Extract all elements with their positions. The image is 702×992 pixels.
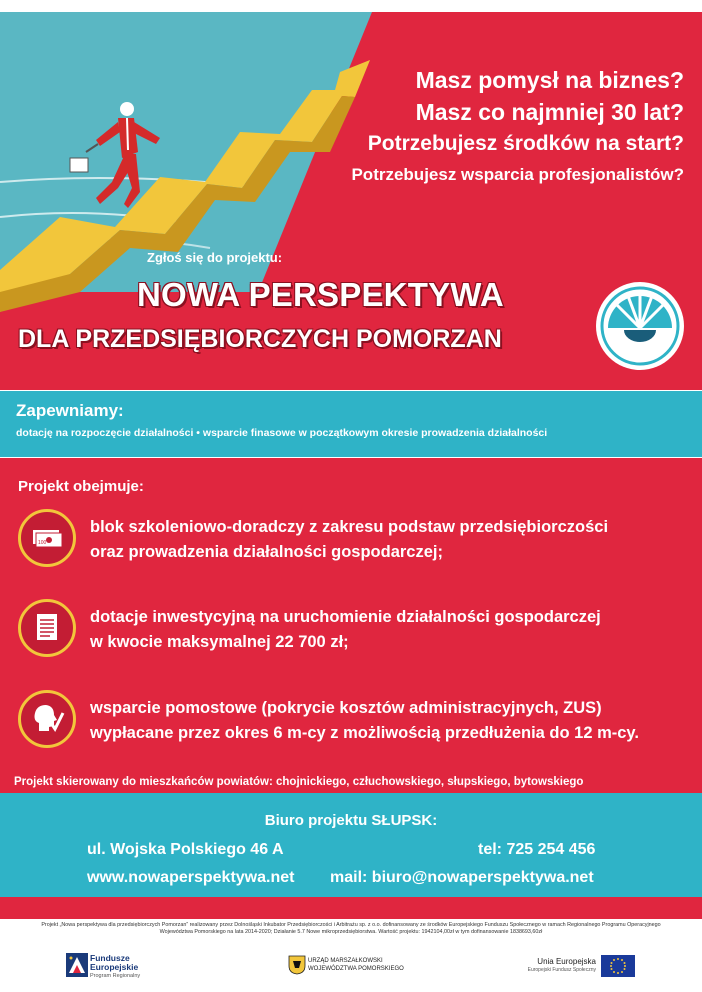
office-band: [0, 793, 702, 897]
fe-line-3: Program Regionalny: [90, 973, 141, 979]
item-line-2: oraz prowadzenia działalności gospodarczej;: [90, 543, 443, 561]
office-heading: Biuro projektu SŁUPSK:: [264, 812, 438, 829]
office-phone[interactable]: tel: 725 254 456: [478, 841, 596, 858]
guarantee-line: dotację na rozpoczęcie działalności • wsparcie finasowe w początkowym okresie prowadzenia działalności: [16, 427, 548, 439]
office-email[interactable]: mail: biuro@nowaperspektywa.net: [330, 869, 594, 886]
question-funds: Potrzebujesz środków na start?: [367, 132, 684, 155]
pomorskie-coat-of-arms-icon: [288, 955, 306, 975]
hero-questions: [351, 64, 684, 190]
includes-section: [0, 458, 702, 794]
item-line-1: blok szkoleniowo-doradczy z zakresu podstaw przedsiębiorczości: [90, 518, 609, 536]
head-check-icon: [18, 690, 76, 748]
ue-line-2: Europejski Fundusz Społeczny: [527, 967, 596, 973]
project-title: NOWA PERSPEKTYWA: [137, 276, 504, 313]
document-icon: [18, 599, 76, 657]
fineprint: Projekt „Nowa perspektywa dla przedsiębiorczych Pomorzan” realizowany przez Dolnośląski Inkubator Przedsiębiorczości i Arbitrażu sp. z o.o. dofinansowany ze środków Europejskiego Funduszu Społecznego w ramach Regionalnego Programu Operacyjnego Województwa Pomorskiego na lata 2014-2020; Działanie 5.7 Nowe mikroprzedsiębiorstwa. Wartość projektu: 1942104,00zł w tym dofinansowanie 1838693,60zł: [41, 922, 661, 935]
guarantee-band: [0, 391, 702, 457]
svg-text:100: 100: [38, 540, 47, 546]
eu-flag-icon: [601, 955, 635, 977]
item-line-2: wypłacane przez okres 6 m-cy z możliwością przedłużenia do 12 m-cy.: [90, 724, 639, 742]
urzad-line-2: WOJEWÓDZTWA POMORSKIEGO: [308, 966, 404, 972]
project-subtitle: DLA PRZEDSIĘBIORCZYCH POMORZAN: [18, 325, 502, 353]
project-logo-icon: [594, 280, 686, 372]
item-line-1: wsparcie pomostowe (pokrycie kosztów administracyjnych, ZUS): [90, 699, 602, 717]
question-age: Masz co najmniej 30 lat?: [415, 99, 684, 125]
invite-text: Zgłoś się do projektu:: [147, 250, 283, 265]
unia-europejska-text: [512, 957, 596, 975]
urzad-text: [308, 957, 404, 973]
office-website[interactable]: www.nowaperspektywa.net: [87, 869, 295, 886]
urzad-line-1: URZĄD MARSZAŁKOWSKI: [308, 958, 383, 964]
bottom-strip: [0, 897, 702, 919]
item-line-2: w kwocie maksymalnej 22 700 zł;: [90, 633, 349, 651]
fe-line-1: Fundusze: [90, 953, 130, 963]
question-business-idea: Masz pomysł na biznes?: [415, 67, 684, 93]
fundusze-europejskie-logo-icon: [66, 953, 88, 977]
target-audience: Projekt skierowany do mieszkańców powiatów: chojnickiego, człuchowskiego, słupskiego, bytowskiego: [14, 776, 584, 788]
guarantee-heading: Zapewniamy:: [16, 401, 124, 420]
question-support: Potrzebujesz wsparcia profesjonalistów?: [351, 165, 684, 184]
ue-line-1: Unia Europejska: [537, 957, 596, 966]
item-line-1: dotacje inwestycyjną na uruchomienie działalności gospodarczej: [90, 608, 601, 626]
banknotes-icon: [18, 509, 76, 567]
fe-line-2: Europejskie: [90, 962, 139, 972]
fundusze-europejskie-text: [90, 954, 140, 981]
includes-heading: Projekt obejmuje:: [18, 478, 144, 495]
office-address: ul. Wojska Polskiego 46 A: [87, 841, 284, 858]
